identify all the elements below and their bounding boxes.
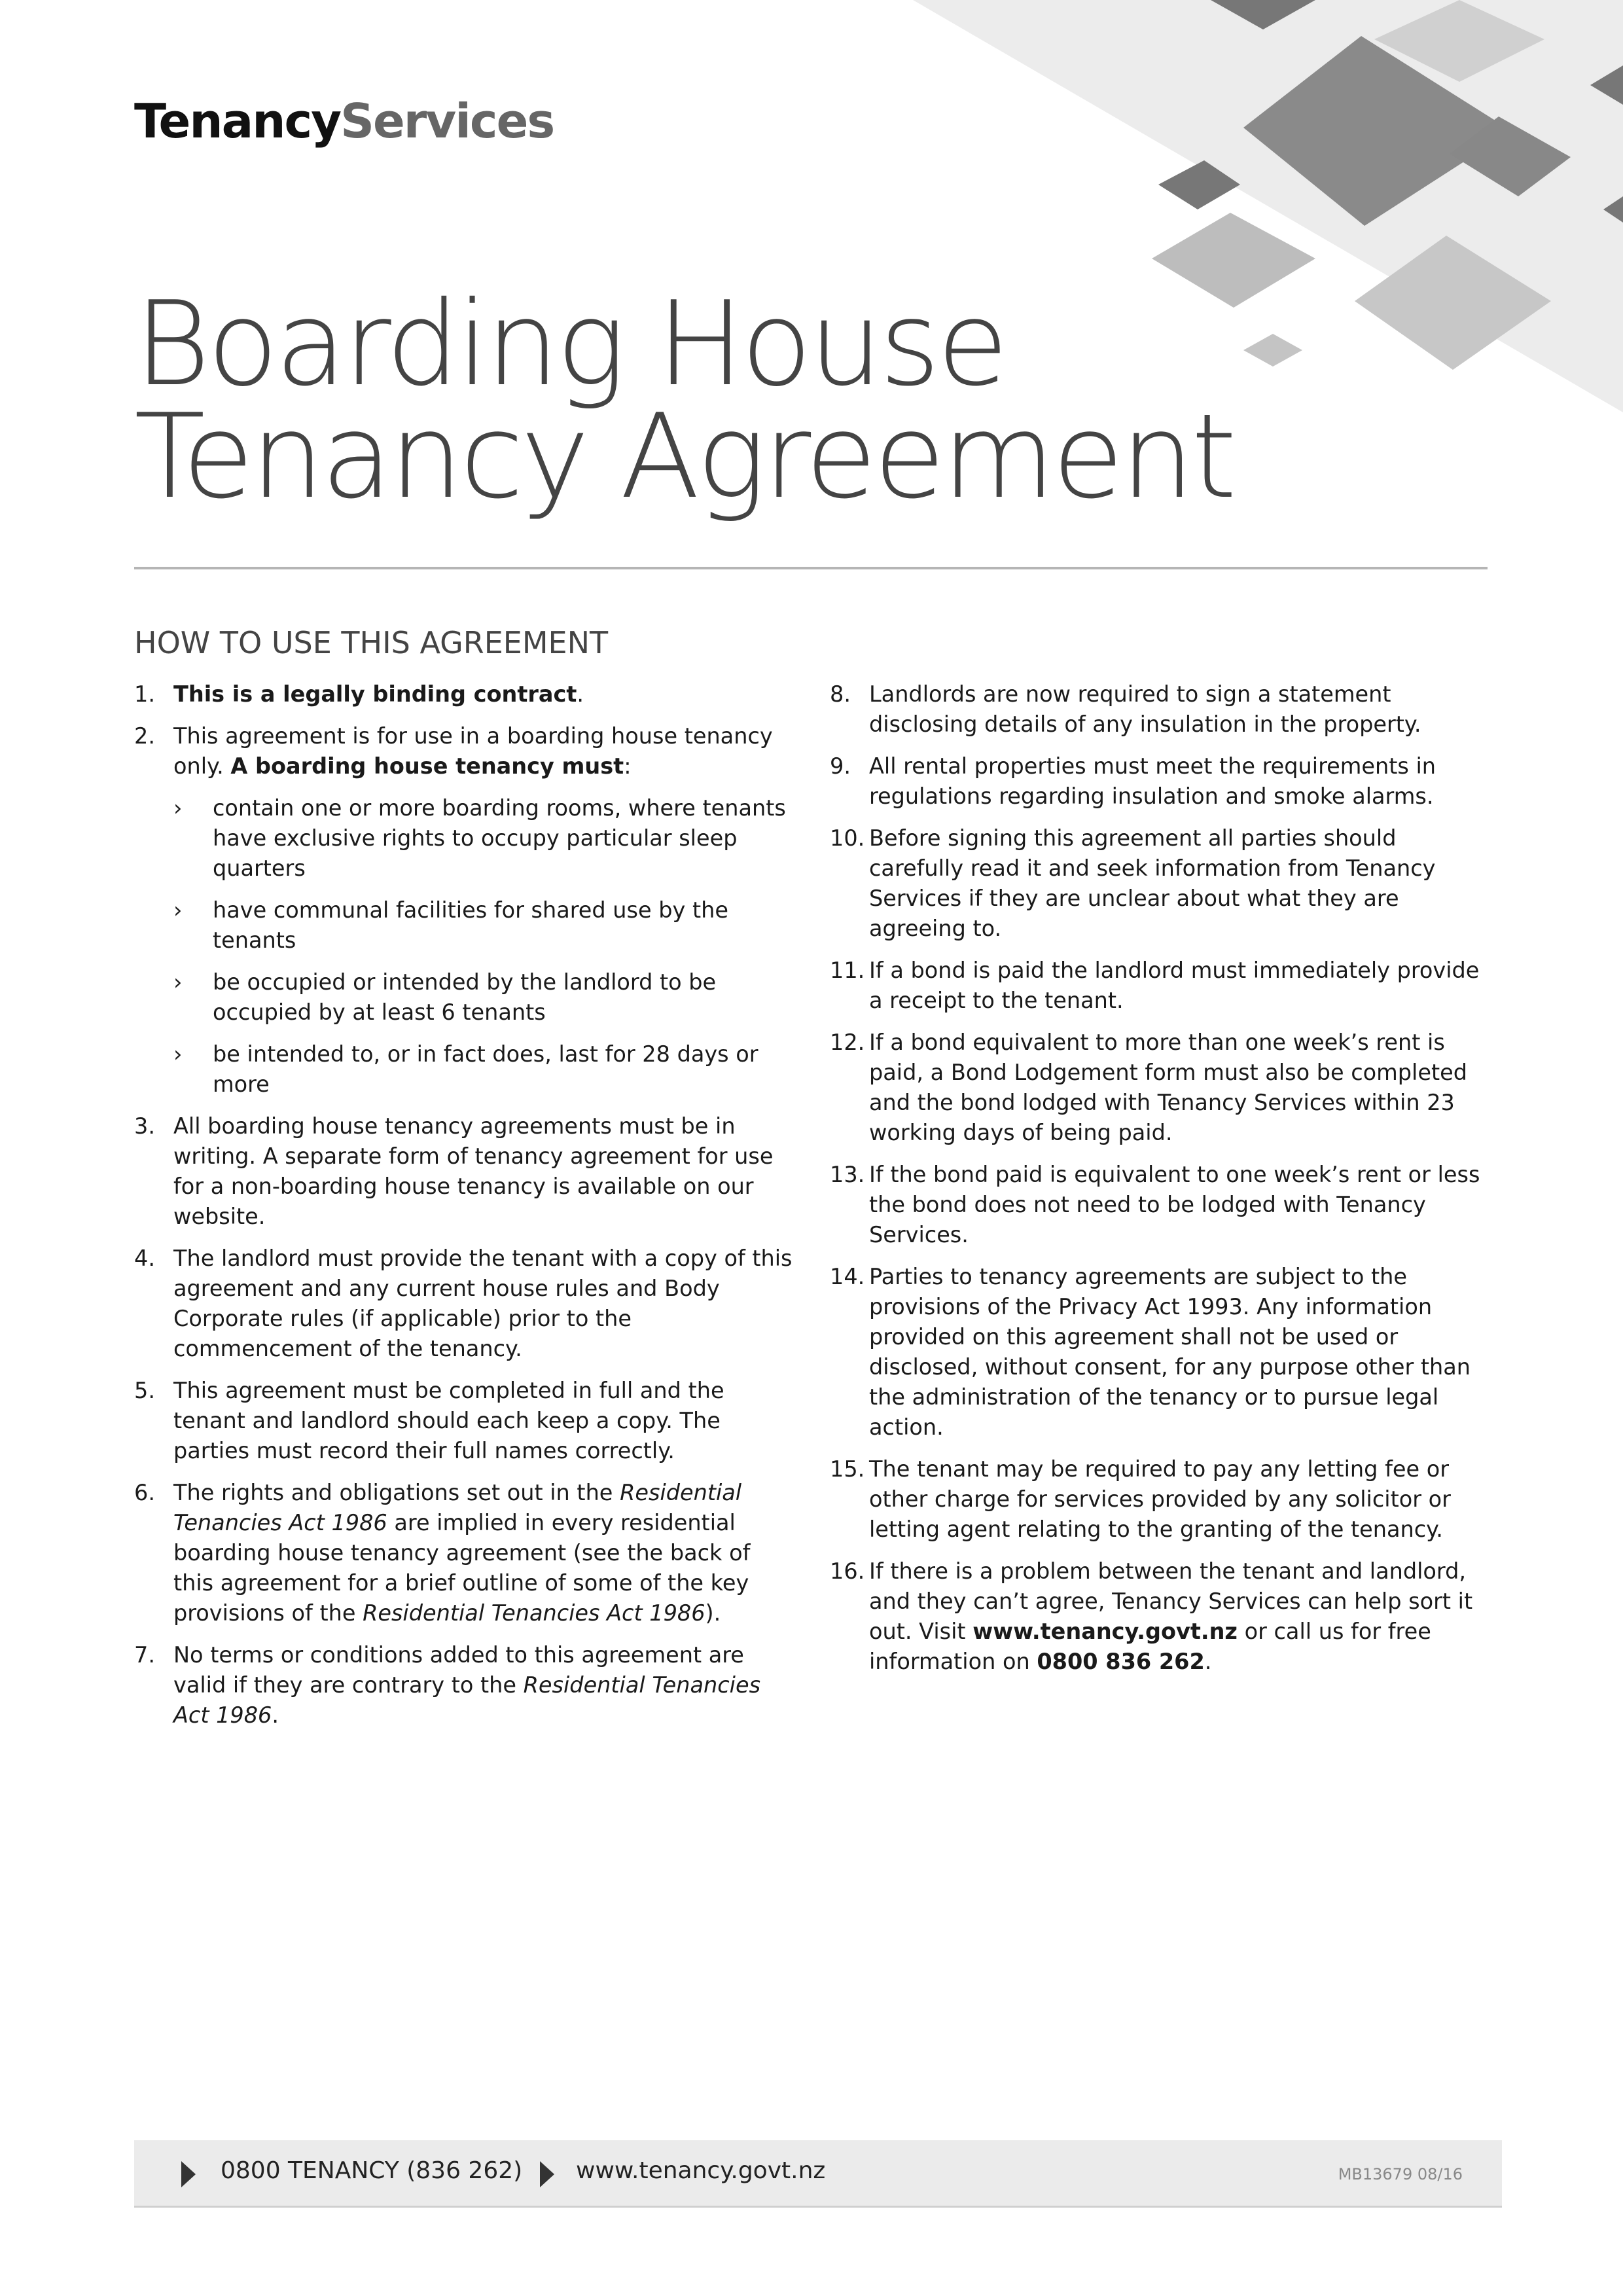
- footer-phone: 0800 TENANCY (836 262): [221, 2157, 523, 2184]
- list-item-9: [830, 751, 1491, 812]
- item-8-text: Landlords are now required to sign a statement disclosing details of any insulation in the property.: [869, 681, 1421, 737]
- item-6-text-b: are implied in every residential boarding house tenancy agreement (see the back of this agreement for a brief outline of some of the key provisions of the: [173, 1510, 751, 1626]
- logo-part-tenancy: Tenancy: [134, 94, 341, 149]
- phone-number: 0800 836 262: [1037, 1649, 1205, 1674]
- list-item-14: [830, 1262, 1491, 1443]
- list-item-5: [134, 1376, 795, 1466]
- item-6-italic-2: Residential Tenancies Act 1986: [363, 1600, 705, 1626]
- list-item-6: [134, 1478, 795, 1628]
- sub-item-text: contain one or more boarding rooms, where tenants have exclusive rights to occupy particular sleep quarters: [213, 795, 786, 881]
- section-heading: HOW TO USE THIS AGREEMENT: [134, 625, 609, 660]
- item-7-end: .: [272, 1702, 279, 1728]
- list-item-4: [134, 1244, 795, 1364]
- footer-bar: [134, 2140, 1502, 2208]
- title-divider: [134, 567, 1488, 569]
- item-4-text: The landlord must provide the tenant with a copy of this agreement and any current house rules and Body Corporate rules (if applicable) prior to the commencement of the tenancy.: [173, 1246, 793, 1361]
- play-arrow-icon: [181, 2161, 196, 2187]
- item-1-end: .: [577, 681, 584, 707]
- instructions-column-left: [134, 679, 795, 1742]
- tenancy-services-logo: [134, 92, 554, 151]
- item-number: 14.: [830, 1264, 865, 1289]
- item-number: 3.: [134, 1113, 155, 1139]
- item-6-end: ).: [705, 1600, 721, 1626]
- item-7-italic: Residential Tenancies Act 1986: [173, 1672, 761, 1728]
- sub-item-2: [134, 895, 795, 956]
- sub-item-text: have communal facilities for shared use by the tenants: [213, 897, 728, 953]
- item-16-end: .: [1204, 1649, 1212, 1674]
- item-number: 1.: [134, 681, 155, 707]
- list-item-12: [830, 1028, 1491, 1148]
- item-10-text: Before signing this agreement all parties should carefully read it and seek information from Tenancy Services if they are unclear about what they are agreeing to.: [869, 825, 1436, 941]
- item-number: 7.: [134, 1642, 155, 1668]
- item-number: 9.: [830, 753, 851, 779]
- item-number: 2.: [134, 723, 155, 749]
- list-item-8: [830, 679, 1491, 740]
- item-7-text: No terms or conditions added to this agreement are valid if they are contrary to the: [173, 1642, 744, 1698]
- chevron-right-icon: ›: [173, 1041, 183, 1067]
- form-code: MB13679 08/16: [1338, 2165, 1463, 2183]
- sub-item-3: [134, 967, 795, 1028]
- item-number: 4.: [134, 1246, 155, 1271]
- item-14-text: Parties to tenancy agreements are subject to the provisions of the Privacy Act 1993. Any information provided on this agreement shall not be used or disclosed, without consent, for any purpose other than the administration of the tenancy or to pursue legal action.: [869, 1264, 1471, 1440]
- page-title: [134, 276, 1247, 524]
- item-6-italic-1: Residential Tenancies Act 1986: [173, 1480, 742, 1535]
- list-item-10: [830, 823, 1491, 944]
- item-number: 10.: [830, 825, 865, 851]
- list-item-7: [134, 1640, 795, 1731]
- instructions-column-right: [830, 679, 1491, 1689]
- item-6-text-a: The rights and obligations set out in the: [173, 1480, 620, 1505]
- item-2-text: This agreement is for use in a boarding house tenancy only.: [173, 723, 773, 779]
- item-12-text: If a bond equivalent to more than one week’s rent is paid, a Bond Lodgement form must also be completed and the bond lodged with Tenancy Services within 23 working days of being paid.: [869, 1030, 1467, 1145]
- footer-website-link[interactable]: www.tenancy.govt.nz: [576, 2157, 826, 2184]
- list-item-3: [134, 1111, 795, 1232]
- chevron-right-icon: ›: [173, 897, 183, 923]
- item-number: 6.: [134, 1480, 155, 1505]
- item-number: 8.: [830, 681, 851, 707]
- sub-item-1: [134, 793, 795, 884]
- website-link[interactable]: www.tenancy.govt.nz: [972, 1619, 1238, 1644]
- list-item-11: [830, 956, 1491, 1016]
- list-item-15: [830, 1454, 1491, 1545]
- item-16-text-a: If there is a problem between the tenant and landlord, and they can’t agree, Tenancy Services can help sort it out. Visit: [869, 1558, 1473, 1644]
- item-number: 5.: [134, 1378, 155, 1403]
- play-arrow-icon: [540, 2161, 554, 2187]
- item-13-text: If the bond paid is equivalent to one week’s rent or less the bond does not need to be lodged with Tenancy Services.: [869, 1162, 1480, 1247]
- item-1-bold-text: This is a legally binding contract: [173, 681, 577, 707]
- item-number: 13.: [830, 1162, 865, 1187]
- item-9-text: All rental properties must meet the requirements in regulations regarding insulation and smoke alarms.: [869, 753, 1436, 809]
- sub-item-text: be occupied or intended by the landlord to be occupied by at least 6 tenants: [213, 969, 717, 1025]
- item-2-bold-text: A boarding house tenancy must: [230, 753, 624, 779]
- chevron-right-icon: ›: [173, 969, 183, 995]
- item-15-text: The tenant may be required to pay any letting fee or other charge for services provided by any solicitor or letting agent relating to the granting of the tenancy.: [869, 1456, 1451, 1542]
- item-16-text-b: or call us for free information on: [869, 1619, 1431, 1674]
- sub-item-4: [134, 1039, 795, 1100]
- chevron-right-icon: ›: [173, 795, 183, 821]
- item-11-text: If a bond is paid the landlord must immediately provide a receipt to the tenant.: [869, 958, 1480, 1013]
- item-3-text: All boarding house tenancy agreements must be in writing. A separate form of tenancy agreement for use for a non-boarding house tenancy is available on our website.: [173, 1113, 774, 1229]
- item-5-text: This agreement must be completed in full and the tenant and landlord should each keep a copy. The parties must record their full names correctly.: [173, 1378, 724, 1463]
- title-line-2: Tenancy Agreement: [134, 389, 1234, 524]
- item-number: 15.: [830, 1456, 865, 1482]
- sub-item-text: be intended to, or in fact does, last for 28 days or more: [213, 1041, 758, 1097]
- title-line-1: Boarding House: [134, 276, 1006, 412]
- item-number: 12.: [830, 1030, 865, 1055]
- list-item-13: [830, 1160, 1491, 1250]
- item-2-end: :: [624, 753, 632, 779]
- logo-part-services: Services: [340, 94, 554, 149]
- list-item-16: [830, 1556, 1491, 1677]
- list-item-1: [134, 679, 795, 709]
- list-item-2: [134, 721, 795, 781]
- item-number: 11.: [830, 958, 865, 983]
- item-number: 16.: [830, 1558, 865, 1584]
